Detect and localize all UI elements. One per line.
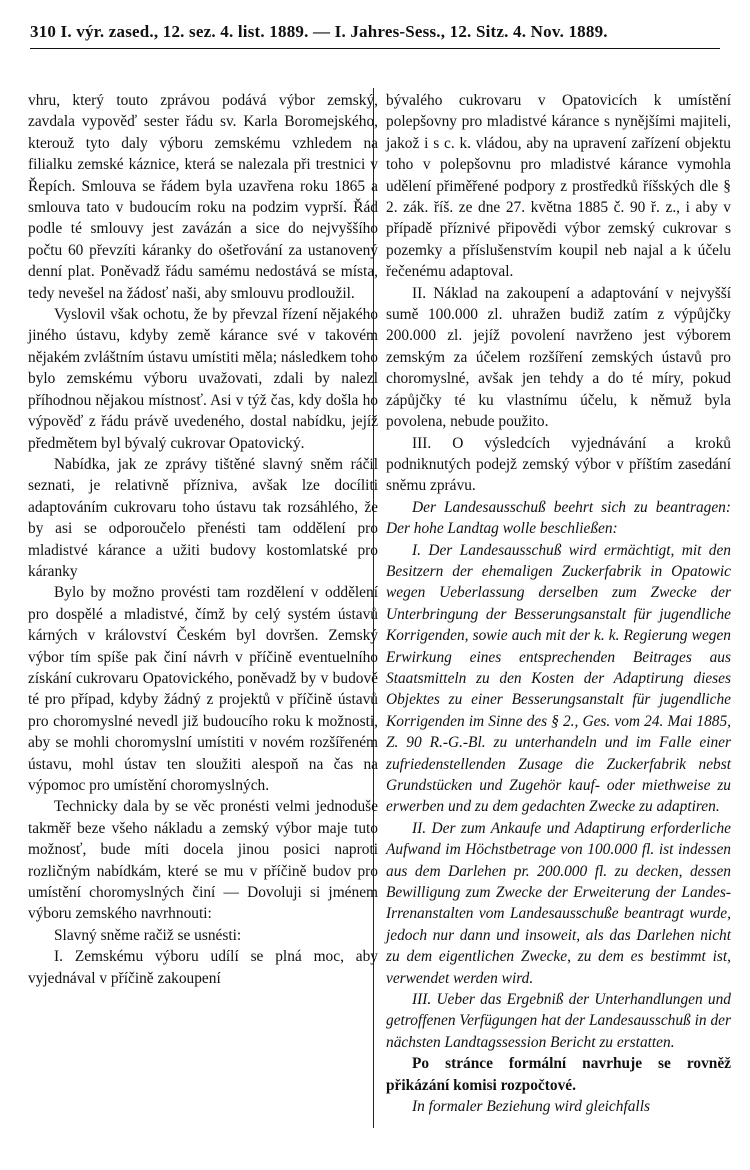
paragraph: Nabídka, jak ze zprávy tištěné slavný sněm ráčil seznati, je relativně přízniva, avšak lze docíliti adaptováním cukrovaru toho ústavu tak rozsáhlého, že by asi se odporoučelo přenésti tam oddělení pro mladistvé kárance a užiti budovy kostomlatské pro káranky [28, 455, 378, 580]
paragraph: I. Zemskému výboru udílí se plná moc, aby vyjednával v příčině zakoupení [28, 948, 378, 987]
paragraph: vhru, který touto zprávou podává výbor zemský, zavdala vypověď sester řádu sv. Karla Boromejského, kterouž tyto daly výboru zemskému vzhledem na filialku zemské káznice, která se nalezala při trestnici v Řepích. Smlouva se řádem byla uzavřena roku 1865 a smlouva tato v budoucím roku na podzim vyprší. Řád podle té smlouvy jest zavázán a sice do nejvyššího počtu 60 převzíti káranky do ošetřování za ustanovený denní plat. Poněvadž řádu samému nedostává se místa, tedy nevešel na žádosť naši, aby smlouvu prodloužil. [28, 92, 378, 302]
paragraph: bývalého cukrovaru v Opatovicích k umístění polepšovny pro mladistvé kárance s nynějšími majiteli, jakož i s c. k. vládou, aby na upravení zařízení objektu toho v polepšovnu pro mladistvé kárance vymohla udělení přiměřené podpory z prostředků říšských dle § 2. zák. říš. ze dne 27. května 1885 č. 90 ř. z., i aby v případě příznivé připovědi výbor zemský cukrovar s pozemky a příslušenstvím koupil neb najal a k účelu řečenému adaptoval. [386, 92, 731, 281]
paragraph: III. O výsledcích vyjednávání a kroků podniknutých podejž zemský výbor v příštím zasedání sněmu zprávu. [386, 434, 731, 495]
paragraph: Bylo by možno provésti tam rozdělení v oddělení pro dospělé a mladistvé, čímž by celý systém ústavů kárných v království Českém byl dovršen. Zemský výbor tím spíše pak činí návrh v příčině eventuelního získání cukrovaru Opatovického, poněvadž by v budově té pro případ, kdyby žádný z projektů v příčině ústavů pro choromyslné nevedl již budoucího roku k možnosti, aby se mohli choromyslní umístiti v novém rozšířeném ústavu, mohl ústav ten sloužiti alespoň na čas na výpomoc pro umístění choromyslných. [28, 584, 378, 794]
right-column [386, 90, 731, 1118]
left-column [28, 90, 378, 989]
german-paragraph: III. Ueber das Ergebniß der Unterhandlungen und getroffenen Verfügungen hat der Landesausschuß in der nächsten Landtagssession Bericht zu erstatten. [386, 991, 731, 1051]
page-header: 310 I. výr. zased., 12. sez. 4. list. 1889. — I. Jahres-Sess., 12. Sitz. 4. Nov. 1889. [30, 22, 720, 49]
german-paragraph: Der Landesausschuß beehrt sich zu beantragen: Der hohe Landtag wolle beschließen: [386, 498, 731, 538]
paragraph: Vyslovil však ochotu, že by převzal řízení nějakého jiného ústavu, kdyby země kárance své v takovém nějakém zvláštním ústavu umístiti měla; následkem toho bylo zemskému výboru uvažovati, zdali by nalezl příhodnou nějakou místnosť. Asi v týž čas, kdy došla ho výpověď z řádu právě uvedeného, dostal nabídku, jejíž předmětem byl bývalý cukrovar Opatovický. [28, 306, 378, 452]
paragraph: II. Náklad na zakoupení a adaptování v nejvyšší sumě 100.000 zl. uhražen budiž zatím z výpůjčky 200.000 zl. jejíž povolení navrženo jest výborem zemským za účelem rozšíření zemských ústavů pro choromyslné, avšak jen tehdy a do té míry, pokud zápůjčky té ku vlastnímu účelu, k němuž byla povolena, nebude použito. [386, 284, 731, 431]
german-paragraph: I. Der Landesausschuß wird ermächtigt, mit den Besitzern der ehemaligen Zuckerfabrik in Opatowic wegen Ueberlassung derselben zum Zwecke der Unterbringung der Besserungsanstalt für jugendliche Korrigenden, sowie auch mit der k. k. Regierung wegen Erwirkung eines entsprechenden Beitrages aus Staatsmitteln zu den Kosten der Adaptirung dieses Objektes zu einer Besserungsanstalt für jugendliche Korrigenden im Sinne des § 2., Ges. vom 24. Mai 1885, Z. 90 R.-G.-Bl. zu unterhandeln und im Falle einer zufriedenstellenden Zusage die Zuckerfabrik nebst Grundstücken und Zugehör kauf- oder miethweise zu erwerben und zu dem gedachten Zwecke zu adaptiren. [386, 541, 731, 816]
paragraph: Po stránce formální navrhuje se rovněž přikázání komisi rozpočtové. [386, 1055, 731, 1094]
german-paragraph: In formaler Beziehung wird gleichfalls [412, 1098, 650, 1116]
paragraph: Technicky dala by se věc pronésti velmi jednoduše takměř beze všeho nákladu a zemský výbor maje tuto možnosť, bude míti docela jinou posici naproti rozličným nabídkám, které se mu v příčině budov pro umístění choromyslných činí — Dovoluji si jménem výboru zemského navrhnouti: [28, 798, 378, 923]
paragraph: Slavný sněme račiž se usnésti: [54, 926, 242, 944]
german-paragraph: II. Der zum Ankaufe und Adaptirung erforderliche Aufwand im Höchstbetrage von 100.000 fl. ist indessen aus dem Darlehen pr. 200.000 fl. zu decken, dessen Bewilligung zum Zwecke der Erweiterung der Landes-Irrenanstalten vom Landesausschuße beantragt wurde, jedoch nur dann und insoweit, als das Darlehen nicht zu dem eigentlichen Zwecke, zu dem es bestimmt ist, verwendet werden wird. [386, 819, 731, 987]
